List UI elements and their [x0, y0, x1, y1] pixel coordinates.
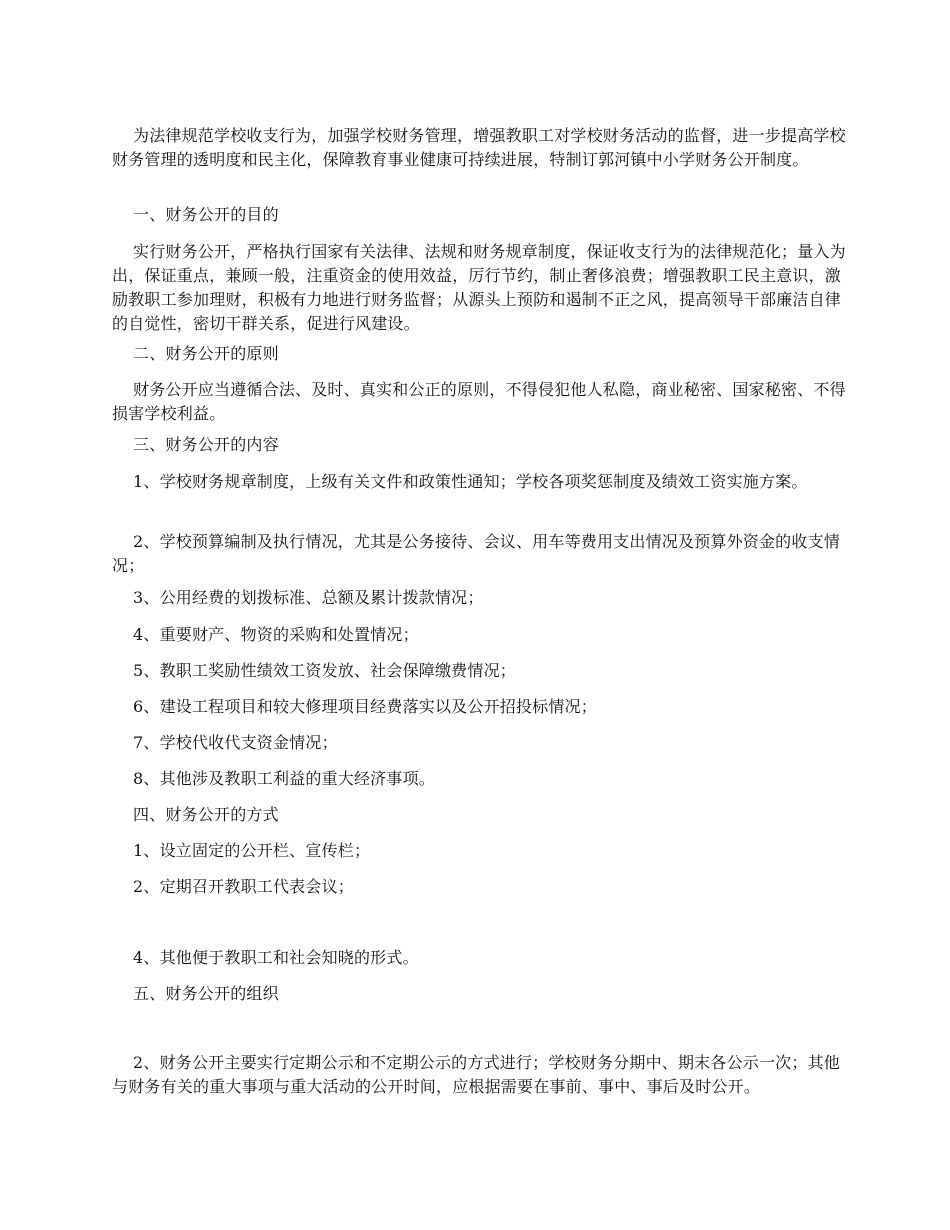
section-3-item-2: 2、学校预算编制及执行情况，尤其是公务接待、会议、用车等费用支出情况及预算外资金的收支情况； — [112, 532, 840, 575]
section-5-heading: 五、财务公开的组织 — [133, 984, 279, 1003]
section-3-heading: 三、财务公开的内容 — [133, 435, 279, 454]
section-4-item-2: 2、定期召开教职工代表会议； — [133, 877, 354, 896]
section-2-paragraph: 财务公开应当遵循合法、及时、真实和公正的原则，不得侵犯他人私隐，商业秘密、国家秘密、不得损害学校利益。 — [112, 380, 846, 423]
section-3-item-3: 3、公用经费的划拨标准、总额及累计拨款情况； — [133, 588, 484, 607]
section-1-paragraph: 实行财务公开，严格执行国家有关法律、法规和财务规章制度，保证收支行为的法律规范化；量入为出，保证重点，兼顾一般，注重资金的使用效益，厉行节约，制止奢侈浪费；增强教职工民主意识，激励教职工参加理财，积极有力地进行财务监督；从源头上预防和遏制不正之风，提高领导干部廉洁自律的自觉性，密切干群关系，促进行风建设。 — [112, 242, 846, 333]
section-4-heading: 四、财务公开的方式 — [133, 805, 279, 824]
section-1-heading: 一、财务公开的目的 — [133, 205, 279, 224]
section-4-item-1: 1、设立固定的公开栏、宣传栏； — [133, 841, 371, 860]
section-3-item-1: 1、学校财务规章制度，上级有关文件和政策性通知；学校各项奖惩制度及绩效工资实施方案。 — [133, 472, 808, 491]
intro-paragraph: 为法律规范学校收支行为，加强学校财务管理，增强教职工对学校财务活动的监督，进一步提高学校财务管理的透明度和民主化，保障教育事业健康可持续进展，特制订郭河镇中小学财务公开制度。 — [112, 126, 846, 169]
section-3-item-4: 4、重要财产、物资的采购和处置情况； — [133, 625, 419, 644]
section-3-item-8: 8、其他涉及教职工利益的重大经济事项。 — [133, 769, 435, 788]
section-3-item-6: 6、建设工程项目和较大修理项目经费落实以及公开招投标情况； — [133, 697, 597, 716]
section-2-heading: 二、财务公开的原则 — [133, 344, 279, 363]
section-4-item-4: 4、其他便于教职工和社会知晓的形式。 — [133, 948, 419, 967]
section-3-item-5: 5、教职工奖励性绩效工资发放、社会保障缴费情况； — [133, 661, 516, 680]
section-5-item-2: 2、财务公开主要实行定期公示和不定期公示的方式进行；学校财务分期中、期末各公示一次；其他与财务有关的重大事项与重大活动的公开时间，应根据需要在事前、事中、事后及时公开。 — [112, 1053, 840, 1096]
section-3-item-7: 7、学校代收代支资金情况； — [133, 733, 338, 752]
